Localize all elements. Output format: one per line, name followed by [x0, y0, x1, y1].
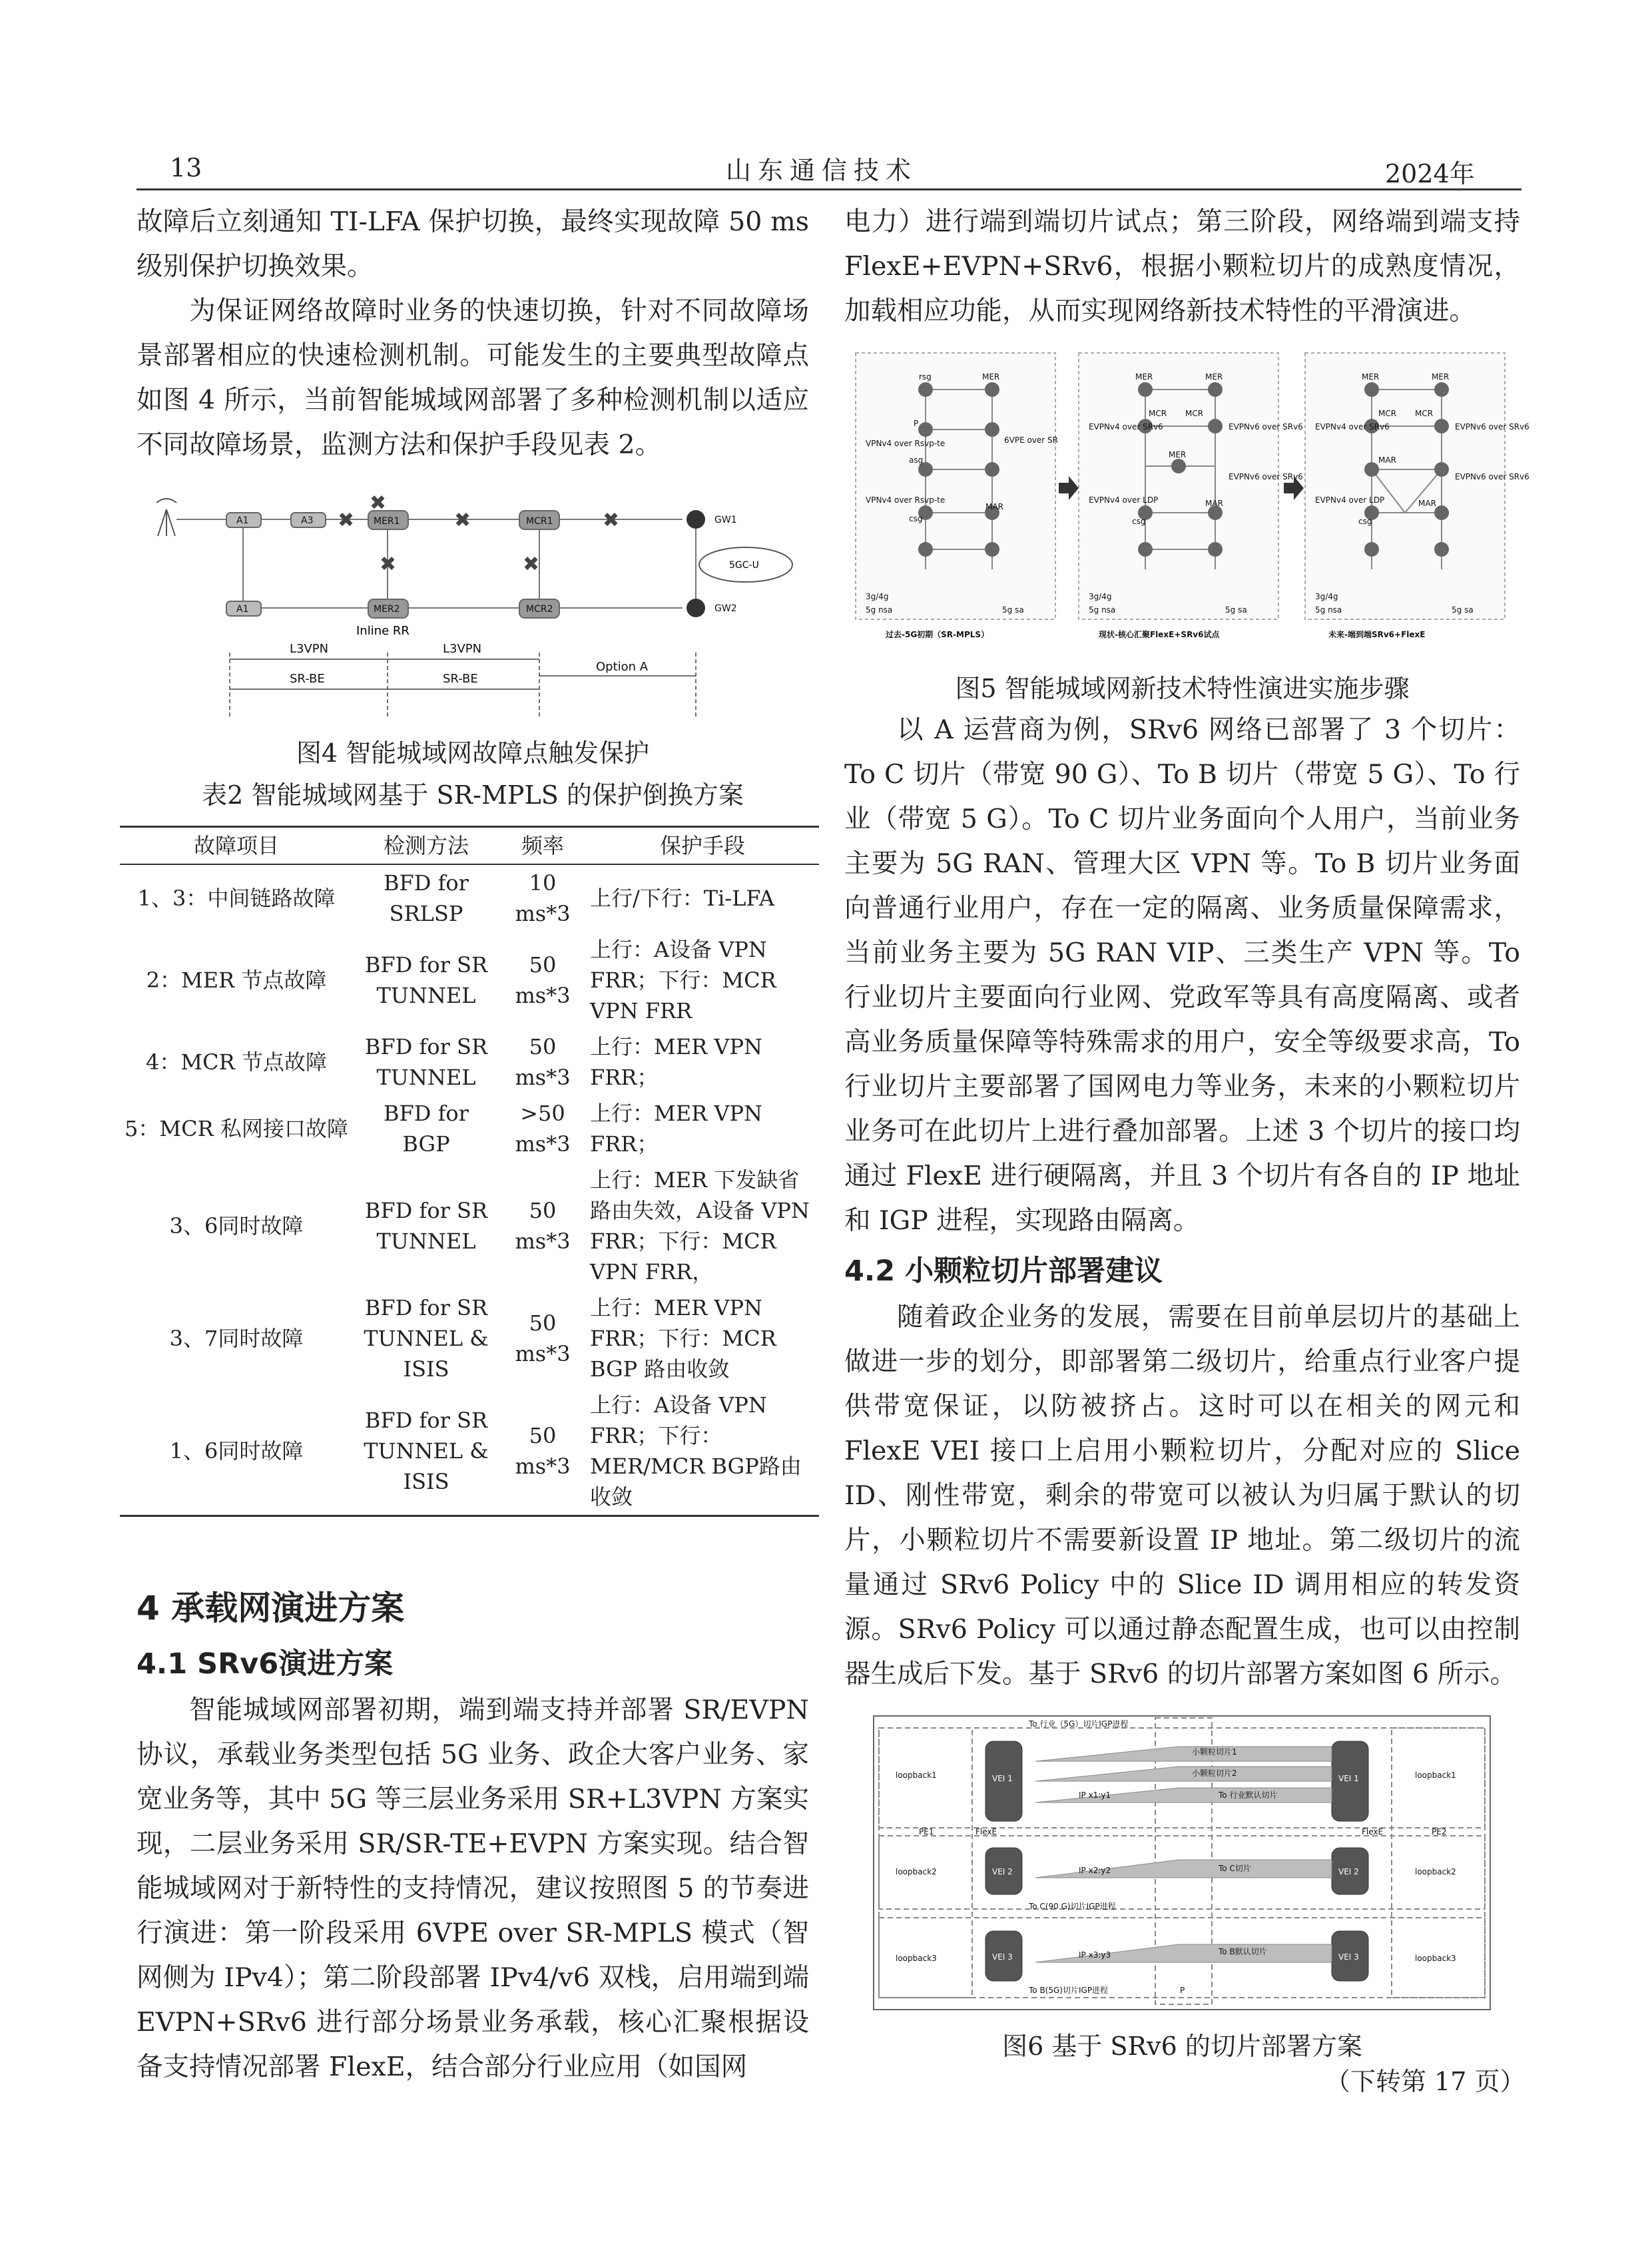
svg-text:MER: MER: [982, 372, 1000, 382]
svg-text:FlexE: FlexE: [1362, 1827, 1384, 1836]
fault-marker-icon: [338, 491, 619, 576]
svg-text:EVPNv4 over LDP: EVPNv4 over LDP: [1315, 495, 1385, 505]
svg-text:3g/4g: 3g/4g: [866, 592, 889, 601]
paragraph: 电力）进行端到端切片试点；第三阶段，网络端到端支持 FlexE+EVPN+SRv6，根据小颗粒切片的成熟度情况，加载相应功能，从而实现网络新技术特性的平滑演进。: [844, 206, 1520, 326]
figure-4: [143, 489, 796, 719]
section-4-1-heading: 4.1 SRv6演进方案: [137, 1647, 394, 1681]
table-row: 4：MCR 节点故障 BFD for SR TUNNEL 50 ms*3 上行：MER VPN FRR；: [146, 1034, 763, 1090]
svg-text:IP x1:y1: IP x1:y1: [1079, 1791, 1111, 1800]
svg-text:loopback1: loopback1: [896, 1771, 937, 1780]
svg-text:MAR: MAR: [985, 502, 1003, 511]
svg-text:5g sa: 5g sa: [1225, 605, 1247, 615]
antenna-icon: [156, 499, 176, 536]
svg-text:EVPNv4 over SRv6: EVPNv4 over SRv6: [1315, 422, 1390, 431]
year: 2024年: [1385, 159, 1475, 188]
svg-text:小颗粒切片2: 小颗粒切片2: [1192, 1769, 1237, 1778]
svg-text:VEI 1: VEI 1: [992, 1774, 1013, 1783]
column-header: 频率: [521, 833, 564, 858]
svg-text:asg: asg: [909, 455, 924, 465]
header-rule: [137, 188, 1521, 190]
svg-text:现状-核心汇聚FlexE+SRv6试点: 现状-核心汇聚FlexE+SRv6试点: [1099, 630, 1220, 639]
table-2-caption: 表2 智能城域网基于 SR-MPLS 的保护倒换方案: [202, 780, 744, 810]
svg-text:To 行业（5G）切片IGP进程: To 行业（5G）切片IGP进程: [1029, 1719, 1129, 1729]
svg-text:5g nsa: 5g nsa: [866, 605, 893, 615]
svg-text:P: P: [914, 419, 919, 428]
figure-6: [872, 1715, 1492, 2011]
svg-text:loopback1: loopback1: [1415, 1771, 1456, 1780]
node-label: A1: [236, 604, 249, 615]
table-row: 1、3：中间链路故障 BFD for SRLSP 10 ms*3 上行/下行：Ti-LFA: [137, 870, 774, 926]
svg-text:L3VPN: L3VPN: [443, 642, 482, 656]
svg-text:MCR: MCR: [1185, 409, 1204, 418]
svg-text:MER: MER: [1135, 372, 1153, 382]
svg-text:EVPNv6 over SRv6: EVPNv6 over SRv6: [1229, 422, 1303, 431]
svg-text:csg: csg: [1132, 517, 1146, 526]
node-label: GW2: [714, 603, 737, 614]
svg-text:MAR: MAR: [1418, 499, 1436, 508]
svg-text:MAR: MAR: [1378, 455, 1396, 465]
node-label: MER2: [374, 604, 400, 615]
column-header: 保护手段: [659, 833, 745, 858]
node-label: MCR2: [526, 604, 553, 615]
table-row: 1、6同时故障 BFD for SR TUNNEL & ISIS 50 ms*3 上行：A设备 VPN FRR；下行：MER/MCR BGP路由收敛: [169, 1392, 802, 1510]
svg-text:5g sa: 5g sa: [1002, 605, 1024, 615]
svg-text:5g nsa: 5g nsa: [1089, 605, 1116, 615]
svg-text:未来-端到端SRv6+FlexE: 未来-端到端SRv6+FlexE: [1328, 630, 1426, 639]
svg-text:EVPNv6 over SRv6: EVPNv6 over SRv6: [1455, 472, 1529, 481]
svg-text:VPNv4 over Rsvp-te: VPNv4 over Rsvp-te: [866, 495, 946, 505]
svg-text:MER: MER: [1205, 372, 1223, 382]
svg-text:EVPNv6 over SRv6: EVPNv6 over SRv6: [1229, 472, 1303, 481]
node-label: GW1: [714, 515, 737, 525]
svg-text:VEI 2: VEI 2: [1338, 1867, 1359, 1876]
svg-text:过去-5G初期（SR-MPLS）: 过去-5G初期（SR-MPLS）: [886, 630, 989, 639]
svg-text:MCR: MCR: [1149, 409, 1167, 418]
svg-text:MER: MER: [1362, 372, 1380, 382]
svg-text:VEI 3: VEI 3: [992, 1952, 1013, 1962]
svg-text:✖: ✖: [603, 509, 620, 532]
table-row: 5：MCR 私网接口故障 BFD for BGP >50 ms*3 上行：MER VPN FRR；: [125, 1101, 763, 1157]
figure-5-caption: 图5 智能城域网新技术特性演进实施步骤: [955, 674, 1410, 703]
svg-text:csg: csg: [1358, 517, 1372, 526]
svg-text:Option A: Option A: [596, 660, 649, 674]
figure-4-caption: 图4 智能城域网故障点触发保护: [296, 738, 650, 768]
svg-text:SR-BE: SR-BE: [290, 672, 325, 686]
section-4-2-heading: 4.2 小颗粒切片部署建议: [844, 1255, 1163, 1288]
svg-text:loopback3: loopback3: [1415, 1954, 1456, 1963]
inline-rr-label: Inline RR: [356, 624, 410, 638]
svg-text:To C切片: To C切片: [1219, 1864, 1251, 1873]
svg-text:VEI 3: VEI 3: [1338, 1952, 1359, 1962]
svg-text:L3VPN: L3VPN: [290, 642, 329, 656]
right-column-bottom: [844, 1295, 1520, 1697]
paragraph: 故障后立刻通知 TI-LFA 保护切换，最终实现故障 50 ms 级别保护切换效果。: [137, 206, 809, 282]
paragraph: 为保证网络故障时业务的快速切换，针对不同故障场景部署相应的快速检测机制。可能发生的主要典型故障点如图 4 所示，当前智能城域网部署了多种检测机制以适应不同故障场景，监测方法和保护手段见表 2。: [137, 296, 809, 460]
svg-text:FlexE: FlexE: [975, 1827, 997, 1836]
svg-text:✖: ✖: [380, 553, 397, 576]
svg-text:小颗粒切片1: 小颗粒切片1: [1192, 1747, 1237, 1757]
svg-text:IP x3:y3: IP x3:y3: [1079, 1950, 1111, 1960]
svg-text:✖: ✖: [370, 491, 387, 515]
svg-text:P: P: [1180, 1986, 1185, 1995]
svg-text:5g nsa: 5g nsa: [1315, 605, 1342, 615]
svg-text:To C(90 G)切片IGP进程: To C(90 G)切片IGP进程: [1029, 1902, 1116, 1911]
svg-text:csg: csg: [909, 514, 923, 523]
svg-text:VEI 2: VEI 2: [992, 1867, 1013, 1876]
svg-text:MER: MER: [1169, 450, 1187, 459]
svg-text:6VPE over SR: 6VPE over SR: [1004, 435, 1059, 445]
svg-text:rsg: rsg: [919, 372, 932, 382]
table-row: 2：MER 节点故障 BFD for SR TUNNEL 50 ms*3 上行：A设备 VPN FRR；下行：MCR VPN FRR: [146, 937, 776, 1023]
svg-text:MER: MER: [1432, 372, 1450, 382]
node-label: MCR1: [526, 516, 553, 527]
svg-text:EVPNv4 over SRv6: EVPNv4 over SRv6: [1089, 422, 1163, 431]
svg-text:EVPNv4 over LDP: EVPNv4 over LDP: [1089, 495, 1159, 505]
section-4-heading: 4 承载网演进方案: [137, 1589, 405, 1627]
svg-text:EVPNv6 over SRv6: EVPNv6 over SRv6: [1455, 422, 1529, 431]
svg-text:VPNv4 over Rsvp-te: VPNv4 over Rsvp-te: [866, 439, 946, 448]
svg-text:To B(5G)切片IGP进程: To B(5G)切片IGP进程: [1029, 1986, 1109, 1995]
table-row: 3、6同时故障 BFD for SR TUNNEL 50 ms*3 上行：MER 下发缺省路由失效，A设备 VPN FRR；下行：MCR VPN FRR，: [169, 1167, 810, 1284]
svg-text:✖: ✖: [454, 509, 471, 532]
svg-text:PE1: PE1: [919, 1827, 934, 1836]
svg-text:MCR: MCR: [1415, 409, 1434, 418]
svg-text:✖: ✖: [338, 509, 355, 532]
svg-text:PE2: PE2: [1432, 1827, 1447, 1836]
svg-text:5g sa: 5g sa: [1452, 605, 1474, 615]
paragraph: 智能城域网部署初期，端到端支持并部署 SR/EVPN 协议，承载业务类型包括 5G 业务、政企大客户业务、家宽业务等，其中 5G 等三层业务采用 SR+L3VPN 方案实现，二层业务采用 SR/SR-TE+EVPN 方案实现。结合智能城域网对于新特性的支持情况，建议按照图 5 的节奏进行演进：第一阶段采用 6VPE over SR-MPLS 模式（智网侧为 IPv4）；第二阶段部署 IPv4/v6 双栈，启用端到端 EVPN+SRv6 进行部分场景业务承载，核心汇聚根据设备支持情况部署 FlexE，结合部分行业应用（如国网: [137, 1695, 809, 2082]
table-2: [120, 826, 819, 1517]
svg-text:MAR: MAR: [1205, 499, 1223, 508]
paragraph: 以 A 运营商为例，SRv6 网络已部署了 3 个切片：To C 切片（带宽 90 G）、To B 切片（带宽 5 G）、To 行业（带宽 5 G）。To C 切片业务面向个人用户，当前业务主要为 5G RAN、管理大区 VPN 等。To B 切片业务面向普通行业用户，存在一定的隔离、业务质量保障需求，当前业务主要为 5G RAN VIP、三类生产 VPN 等。To 行业切片主要面向行业网、党政军等具有高度隔离、或者高业务质量保障等特殊需求的用户，安全等级要求高，To 行业切片主要部署了国网电力等业务，未来的小颗粒切片业务可在此切片上进行叠加部署。上述 3 个切片的接口均通过 FlexE 进行硬隔离，并且 3 个切片有各自的 IP 地址和 IGP 进程，实现路由隔离。: [844, 714, 1520, 1236]
table-row: 3、7同时故障 BFD for SR TUNNEL & ISIS 50 ms*3 上行：MER VPN FRR；下行：MCR BGP 路由收敛: [169, 1295, 776, 1382]
node-label: MER1: [374, 516, 400, 527]
page-number: 13: [170, 153, 202, 182]
svg-text:3g/4g: 3g/4g: [1315, 592, 1338, 601]
cloud-icon: [699, 547, 792, 582]
journal-title: 山东通信技术: [726, 156, 918, 185]
svg-text:loopback2: loopback2: [896, 1867, 937, 1876]
svg-text:5GC-U: 5GC-U: [729, 560, 759, 571]
svg-text:✖: ✖: [523, 553, 540, 576]
svg-text:VEI 1: VEI 1: [1338, 1774, 1359, 1783]
left-column-top: [137, 200, 809, 467]
svg-text:3g/4g: 3g/4g: [1089, 592, 1112, 601]
svg-text:To B默认切片: To B默认切片: [1219, 1947, 1267, 1956]
svg-text:SR-BE: SR-BE: [443, 672, 478, 686]
svg-text:MCR: MCR: [1378, 409, 1397, 418]
right-column-top: [844, 200, 1520, 334]
figure-6-caption: 图6 基于 SRv6 的切片部署方案: [1002, 2032, 1362, 2061]
column-header: 故障项目: [193, 833, 279, 858]
left-column-bottom: [137, 1688, 809, 2090]
svg-text:IP x2:y2: IP x2:y2: [1079, 1866, 1111, 1875]
figure-5: [852, 350, 1529, 646]
svg-text:loopback2: loopback2: [1415, 1867, 1456, 1876]
node-label: A3: [301, 515, 314, 526]
column-header: 检测方法: [383, 833, 469, 858]
continued-note: （下转第 17 页）: [1325, 2067, 1525, 2096]
paragraph: 随着政企业务的发展，需要在目前单层切片的基础上做进一步的划分，即部署第二级切片，给重点行业客户提供带宽保证，以防被挤占。这时可以在相关的网元和 FlexE VEI 接口上启用小颗粒切片，分配对应的 Slice ID、刚性带宽，剩余的带宽可以被认为归属于默认的切片，小颗粒切片不需要新设置 IP 地址。第二级切片的流量通过 SRv6 Policy 中的 Slice ID 调用相应的转发资源。SRv6 Policy 可以通过静态配置生成，也可以由控制器生成后下发。基于 SRv6 的切片部署方案如图 6 所示。: [844, 1302, 1520, 1689]
svg-text:loopback3: loopback3: [896, 1954, 937, 1963]
right-column-middle: [844, 708, 1520, 1243]
node-label: A1: [236, 515, 249, 526]
svg-text:To 行业默认切片: To 行业默认切片: [1219, 1791, 1278, 1800]
